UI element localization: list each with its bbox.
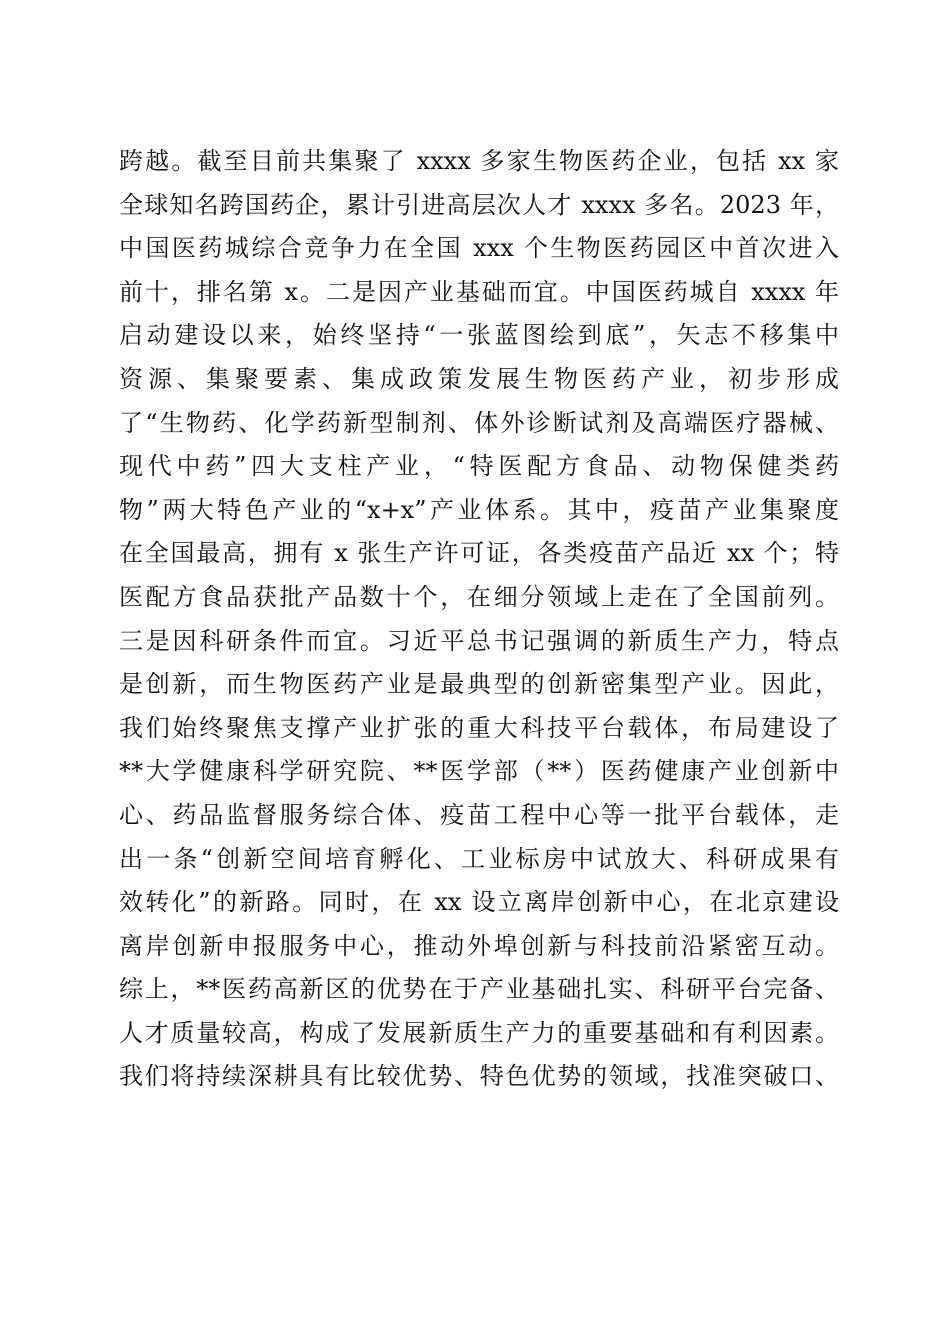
text-line: 现代中药”四大支柱产业，“特医配方食品、动物保健类药: [119, 452, 839, 481]
text-line: 综上，**医药高新区的优势在于产业基础扎实、科研平台完备、: [119, 975, 839, 1004]
text-line: 前十，排名第 x。二是因产业基础而宜。中国医药城自 xxxx 年: [119, 277, 839, 306]
text-line: 我们始终聚焦支撑产业扩张的重大科技平台载体，布局建设了: [119, 713, 839, 742]
text-line: 离岸创新申报服务中心，推动外埠创新与科技前沿紧密互动。: [119, 931, 839, 960]
text-line: 效转化”的新路。同时，在 xx 设立离岸创新中心，在北京建设: [119, 888, 839, 917]
text-line: 心、药品监督服务综合体、疫苗工程中心等一批平台载体，走: [119, 800, 839, 829]
text-line: 资源、集聚要素、集成政策发展生物医药产业，初步形成: [119, 364, 839, 393]
text-line: 我们将持续深耕具有比较优势、特色优势的领域，找准突破口、: [119, 1062, 839, 1091]
text-line: 医配方食品获批产品数十个，在细分领域上走在了全国前列。: [119, 582, 839, 611]
text-line: 是创新，而生物医药产业是最典型的创新密集型产业。因此，: [119, 670, 839, 699]
body-text: [119, 140, 839, 1099]
text-line: 跨越。截至目前共集聚了 xxxx 多家生物医药企业，包括 xx 家: [119, 147, 839, 175]
text-line: **大学健康科学研究院、**医学部（**）医药健康产业创新中: [119, 757, 839, 786]
text-line: 中国医药城综合竞争力在全国 xxx 个生物医药园区中首次进入: [119, 234, 839, 263]
text-line: 启动建设以来，始终坚持“一张蓝图绘到底”，矢志不移集中: [119, 321, 839, 350]
text-line: 全球知名跨国药企，累计引进高层次人才 xxxx 多名。2023 年，: [119, 190, 839, 219]
text-line: 物”两大特色产业的“x+x”产业体系。其中，疫苗产业集聚度: [119, 495, 839, 524]
text-line: 三是因科研条件而宜。习近平总书记强调的新质生产力，特点: [119, 626, 839, 655]
text-line: 人才质量较高，构成了发展新质生产力的重要基础和有利因素。: [119, 1018, 839, 1047]
text-line: 了“生物药、化学药新型制剂、体外诊断试剂及高端医疗器械、: [119, 408, 839, 437]
text-line: 出一条“创新空间培育孵化、工业标房中试放大、科研成果有: [119, 844, 839, 873]
text-line: 在全国最高，拥有 x 张生产许可证，各类疫苗产品近 xx 个；特: [119, 539, 839, 568]
